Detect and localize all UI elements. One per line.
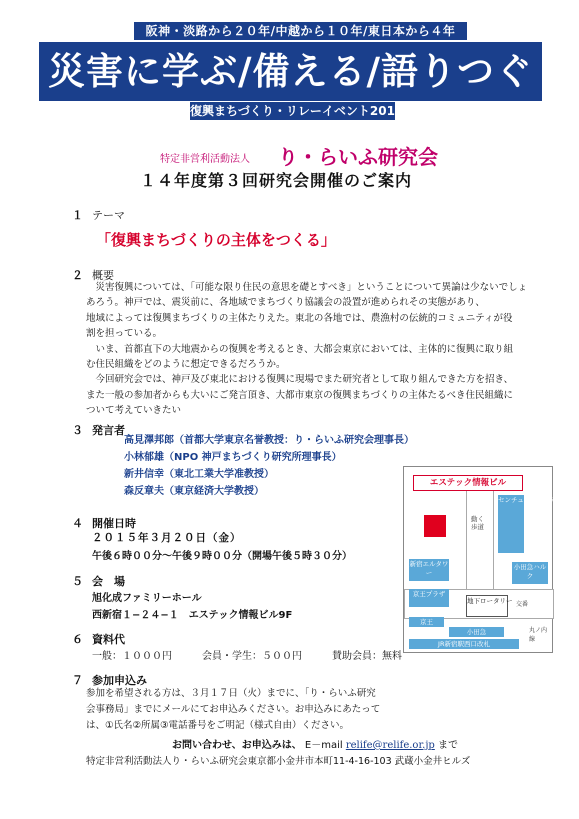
datetime-heading: 開催日時 xyxy=(92,517,136,530)
contact-address: 特定非営利活動法人り・らいふ研究会東京都小金井市本町11-4-16-103 武蔵小金井ヒルズ xyxy=(86,756,471,767)
map-label-koban: 交番 xyxy=(516,601,529,608)
fee-heading: 資料代 xyxy=(92,633,125,646)
organizer-prefix: 特定非営利活動法人 xyxy=(160,154,250,165)
fee-text: 一般：１０００円 会員・学生：５００円 賛助会員：無料 xyxy=(92,651,402,662)
venue-address: 西新宿１−２４−１ エステック情報ビル9F xyxy=(92,610,293,621)
datetime-time: 午後６時００分〜午後９時００分（開場午後５時３０分） xyxy=(92,551,352,562)
map-label-walkway: 動く歩道 xyxy=(471,515,484,531)
overview-line: 地域によっては復興まちづくりの主体たりえた。東北の各地では、農漁村の伝統的コミュニティが役 xyxy=(86,312,513,324)
organizer-name: り・らいふ研究会 xyxy=(278,145,438,169)
datetime-num: ４ xyxy=(72,517,83,530)
speaker-list xyxy=(124,432,414,500)
datetime-date: ２０１５年３月２０日（金） xyxy=(92,532,242,544)
overview-line: ついて考えていきたい xyxy=(86,405,182,417)
contact-line xyxy=(172,736,458,751)
theme-num: １ xyxy=(72,209,83,222)
apply-line: 会事務局」までにメールにてお申込みください。お申込みにあたって xyxy=(86,704,381,715)
header-topline: 阪神・淡路から２０年/中越から１０年/東日本から４年 xyxy=(134,22,467,40)
apply-num: ７ xyxy=(72,674,83,687)
map-block-eltower: 新宿エルタワー xyxy=(409,559,449,581)
venue-map xyxy=(403,466,569,653)
speaker-item: 小林郁雄（NPO 神戸まちづくり研究所理事長） xyxy=(124,452,342,463)
header-subbanner: 復興まちづくり・リレーイベント2015 xyxy=(190,104,404,118)
overview-line: む住民組織をどのように想定できるだろうか。 xyxy=(86,359,286,371)
map-block-halc: 小田急ハルク xyxy=(512,562,548,584)
venue-num: ５ xyxy=(72,575,83,588)
header-banner: 災害に学ぶ/備える/語りつぐ xyxy=(39,42,542,101)
map-building-label: エステック情報ビル xyxy=(413,475,523,491)
theme-heading: テーマ xyxy=(92,209,125,222)
meeting-title: １４年度第３回研究会開催のご案内 xyxy=(140,171,413,190)
fee-num: ６ xyxy=(72,633,83,646)
apply-heading: 参加申込み xyxy=(92,674,147,687)
speakers-heading: 発言者 xyxy=(92,424,125,437)
map-block-keio: 京王 xyxy=(409,617,444,627)
overview-body xyxy=(86,280,527,419)
speaker-item: 森反章夫（東京経済大学教授） xyxy=(124,486,264,497)
map-block-century: センチュリーハイアット xyxy=(498,495,524,553)
contact-suffix: まで xyxy=(438,740,459,751)
overview-heading: 概要 xyxy=(92,269,114,282)
contact-email-link[interactable]: relife@relife.or.jp xyxy=(345,740,435,751)
overview-line: 割を担っている。 xyxy=(86,328,163,340)
venue-name: 旭化成ファミリーホール xyxy=(92,593,202,604)
map-block-odakyu: 小田急 xyxy=(449,627,504,637)
apply-line: 参加を希望される方は、３月１７日（火）までに、「り・らいふ研究 xyxy=(86,688,376,699)
overview-line: また一般の参加者からも大いにご発言頂き、大都市東京の復興まちづくりの主体たるべき住民組織に xyxy=(86,389,514,401)
contact-email-label: E－mail xyxy=(304,740,343,751)
overview-line: 今回研究会では、神戸及び東北における復興に現場でまた研究者として取り組んできた方を招き、 xyxy=(86,374,514,386)
overview-line: 災害復興については、「可能な限り住民の意思を礎とすべき」ということについて異論は少ないでしょ xyxy=(86,282,528,293)
speaker-item: 新井信幸（東北工業大学准教授） xyxy=(124,469,274,480)
theme-text: 「復興まちづくりの主体をつくる」 xyxy=(96,231,336,249)
map-rotary: 地下ロータリー xyxy=(466,595,508,617)
apply-body xyxy=(86,686,380,734)
map-block-keioplaza: 京王プラザ xyxy=(409,589,449,607)
map-block-jr: JR新宿駅西口改札 xyxy=(409,639,519,649)
target-building-marker xyxy=(424,515,446,537)
speaker-item: 高見澤邦郎（首都大学東京名誉教授：り・らいふ研究会理事長） xyxy=(124,435,414,446)
map-label-marunouchi: 丸ノ内線 xyxy=(529,627,548,643)
venue-heading: 会 場 xyxy=(92,575,125,588)
overview-line: あろう。神戸では、震災前に、各地域でまちづくり協議会の設置が進められその実態があり、 xyxy=(86,297,485,309)
overview-num: ２ xyxy=(72,269,83,282)
speakers-num: ３ xyxy=(72,424,83,437)
overview-line: いま、首都直下の大地震からの復興を考えるとき、大都会東京においては、主体的に復興に取り組 xyxy=(86,343,514,355)
apply-line: は、①氏名②所属③電話番号をご明記（様式自由）ください。 xyxy=(86,720,350,731)
contact-prefix: お問い合わせ、お申込みは、 xyxy=(172,740,302,751)
